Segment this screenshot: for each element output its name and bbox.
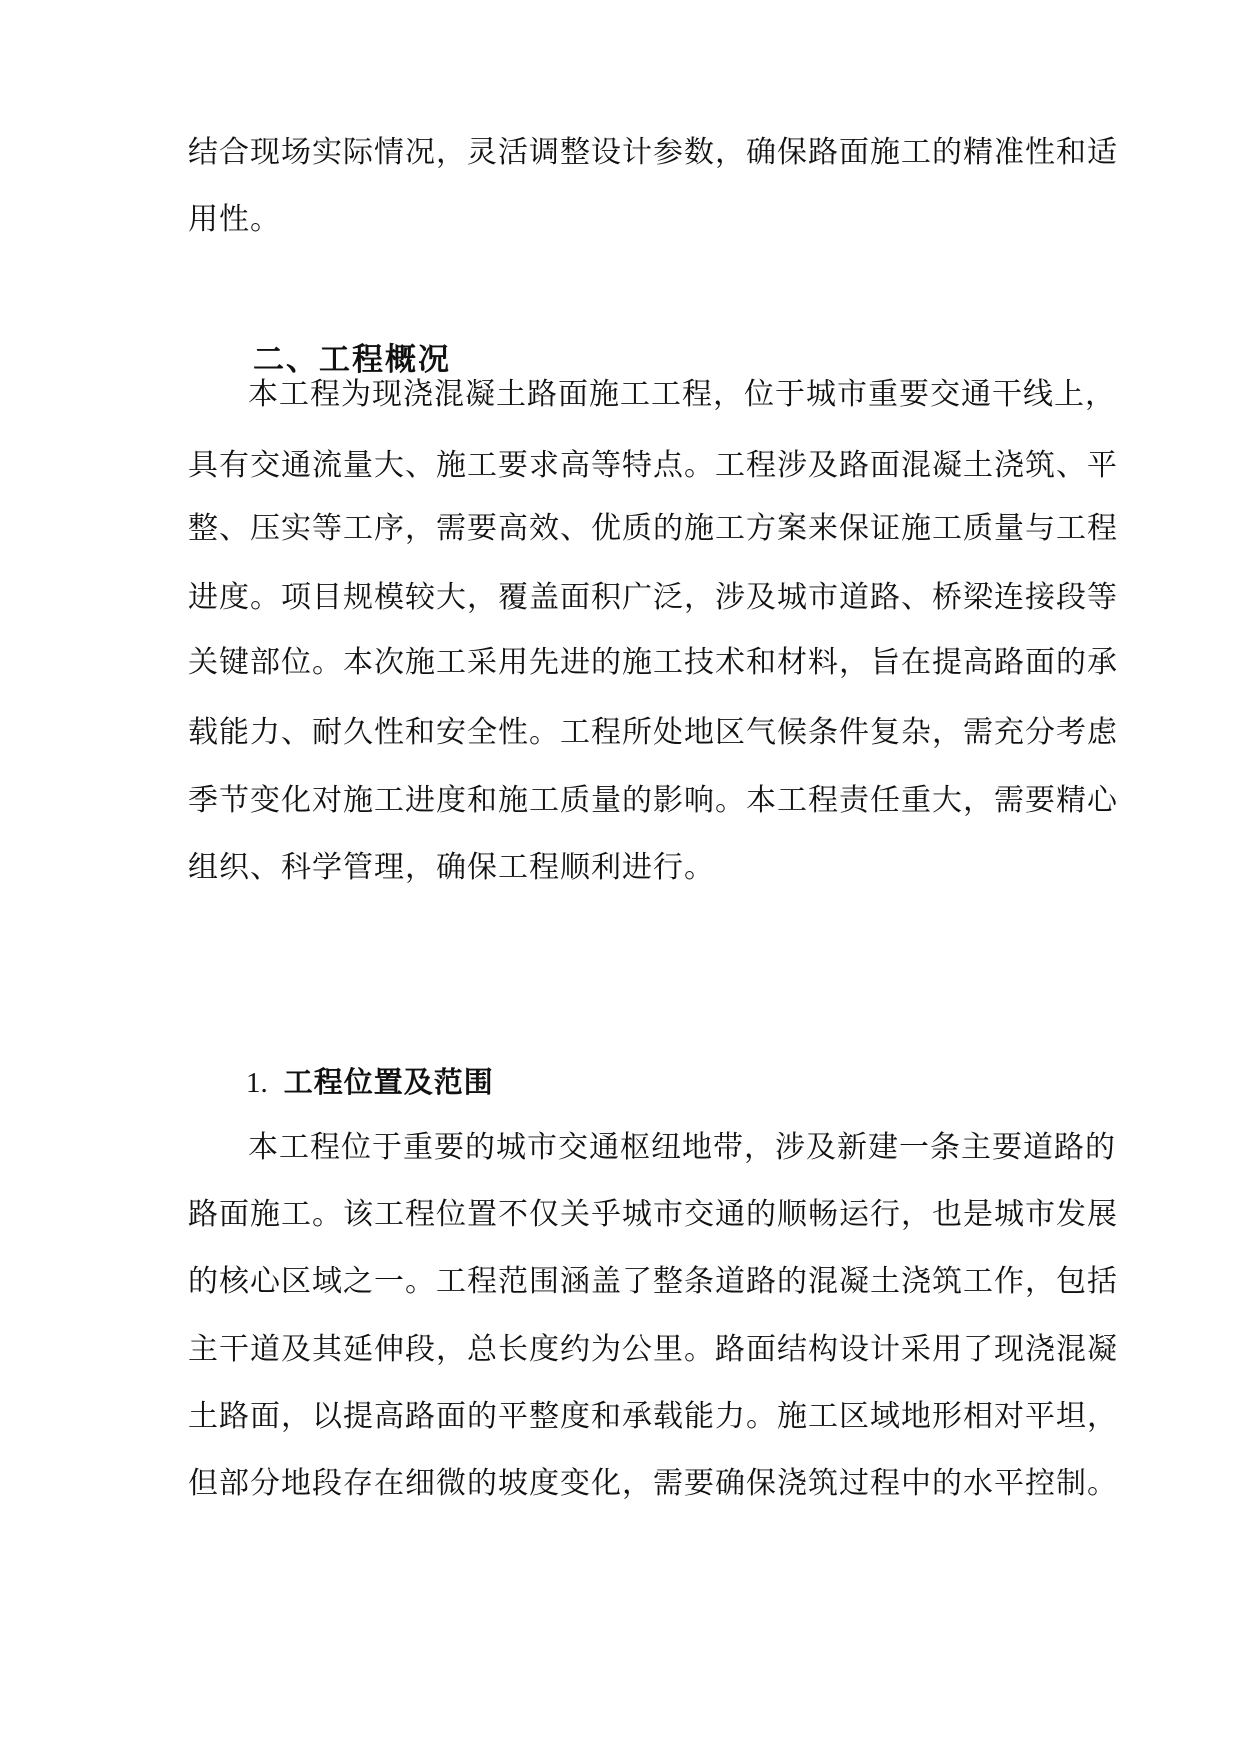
location-line-5: 土路面，以提高路面的平整度和承载能力。施工区域地形相对平坦， [188,1399,1118,1434]
location-line-1: 本工程位于重要的城市交通枢纽地带，涉及新建一条主要道路的 [248,1130,1116,1165]
overview-line-8: 组织、科学管理，确保工程顺利进行。 [188,850,715,885]
overview-line-7: 季节变化对施工进度和施工质量的影响。本工程责任重大，需要精心 [188,783,1118,818]
overview-line-4: 进度。项目规模较大，覆盖面积广泛，涉及城市道路、桥梁连接段等 [188,580,1118,615]
overview-line-5: 关键部位。本次施工采用先进的施工技术和材料，旨在提高路面的承 [188,645,1118,680]
overview-line-1: 本工程为现浇混凝土路面施工工程，位于城市重要交通干线上， [248,377,1116,412]
location-line-3: 的核心区域之一。工程范围涵盖了整条道路的混凝土浇筑工作，包括 [188,1264,1118,1299]
section-heading: 二、工程概况 [253,342,451,378]
overview-line-2: 具有交通流量大、施工要求高等特点。工程涉及路面混凝土浇筑、平 [188,448,1118,483]
intro-line-2: 用性。 [188,202,281,237]
location-line-4: 主干道及其延伸段，总长度约为公里。路面结构设计采用了现浇混凝 [188,1332,1118,1367]
subsection-heading [246,1062,494,1103]
subsection-title: 工程位置及范围 [283,1065,494,1099]
overview-line-3: 整、压实等工序，需要高效、优质的施工方案来保证施工质量与工程 [188,511,1118,546]
location-line-6: 但部分地段存在细微的坡度变化，需要确保浇筑过程中的水平控制。 [188,1466,1118,1501]
overview-line-6: 载能力、耐久性和安全性。工程所处地区气候条件复杂，需充分考虑 [188,715,1118,750]
intro-line-1: 结合现场实际情况，灵活调整设计参数，确保路面施工的精准性和适 [188,135,1118,170]
subsection-number: 1. [246,1067,268,1099]
location-line-2: 路面施工。该工程位置不仅关乎城市交通的顺畅运行，也是城市发展 [188,1197,1118,1232]
